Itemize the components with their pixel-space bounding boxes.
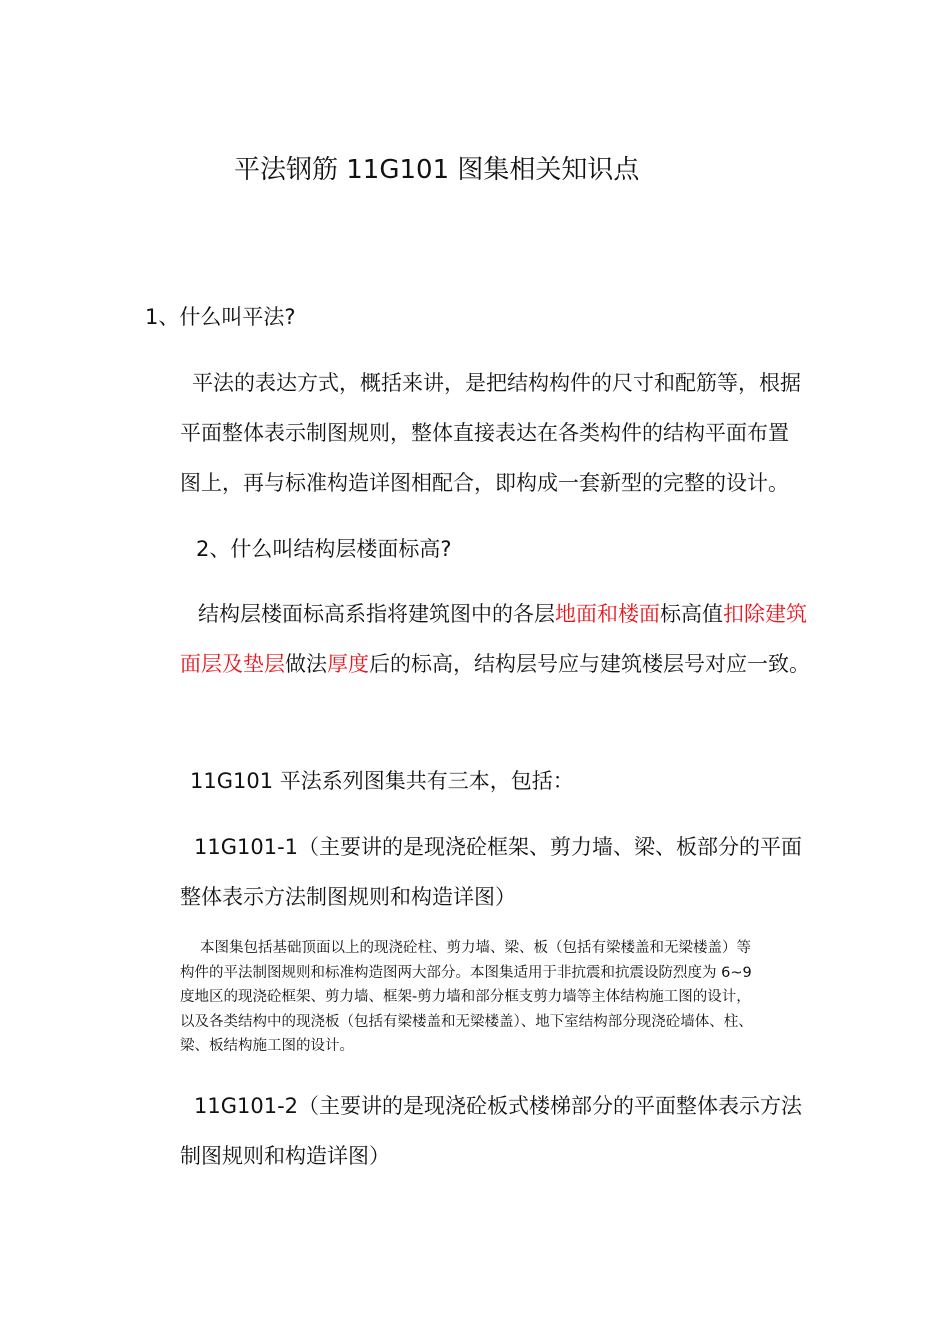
book-title-line: 11G101-1（主要讲的是现浇砼框架、剪力墙、梁、板部分的平面 [194, 835, 803, 859]
emphasis-text: 厚度 [327, 652, 369, 676]
question-2-heading: 2、什么叫结构层楼面标高? [196, 537, 452, 561]
answer-text: 标高值 [660, 602, 723, 626]
book-2-title [180, 1081, 860, 1181]
description-line: 本图集包括基础顶面以上的现浇砼柱、剪力墙、梁、板（包括有梁楼盖和无梁楼盖）等 [200, 940, 751, 956]
emphasis-text: 扣除建筑 [723, 602, 807, 626]
book-1-description [180, 936, 860, 1059]
book-title-line: 制图规则和构造详图） [180, 1144, 390, 1168]
description-line: 梁、板结构施工图的设计。 [180, 1038, 354, 1054]
answer-line [180, 639, 860, 689]
question-2-answer [180, 589, 860, 689]
question-1-answer [180, 358, 860, 508]
answer-line: 平法的表达方式，概括来讲，是把结构构件的尺寸和配筋等，根据 [192, 371, 801, 395]
question-1-heading: 1、什么叫平法? [145, 305, 296, 329]
answer-line [180, 589, 860, 639]
emphasis-text: 地面和楼面 [555, 602, 660, 626]
answer-line: 平面整体表示制图规则，整体直接表达在各类构件的结构平面布置 [180, 421, 789, 445]
book-title-line: 11G101-2（主要讲的是现浇砼板式楼梯部分的平面整体表示方法 [194, 1094, 803, 1118]
description-line: 度地区的现浇砼框架、剪力墙、框架-剪力墙和部分框支剪力墙等主体结构施工图的设计， [180, 989, 751, 1005]
emphasis-text: 面层及垫层 [180, 652, 285, 676]
description-line: 构件的平法制图规则和标准构造图两大部分。本图集适用于非抗震和抗震设防烈度为 6~9 [180, 964, 752, 981]
page-title: 平法钢筋 11G101 图集相关知识点 [234, 155, 640, 185]
answer-line: 图上，再与标准构造详图相配合，即构成一套新型的完整的设计。 [180, 471, 789, 495]
answer-text: 做法 [285, 652, 327, 676]
series-intro: 11G101 平法系列图集共有三本，包括： [190, 769, 574, 793]
book-1-title [180, 822, 860, 922]
description-line: 以及各类结构中的现浇板（包括有梁楼盖和无梁楼盖）、地下室结构部分现浇砼墙体、柱、 [180, 1013, 753, 1030]
book-title-line: 整体表示方法制图规则和构造详图） [180, 885, 516, 909]
answer-text: 结构层楼面标高系指将建筑图中的各层 [198, 602, 555, 626]
answer-text: 后的标高，结构层号应与建筑楼层号对应一致。 [369, 652, 810, 676]
